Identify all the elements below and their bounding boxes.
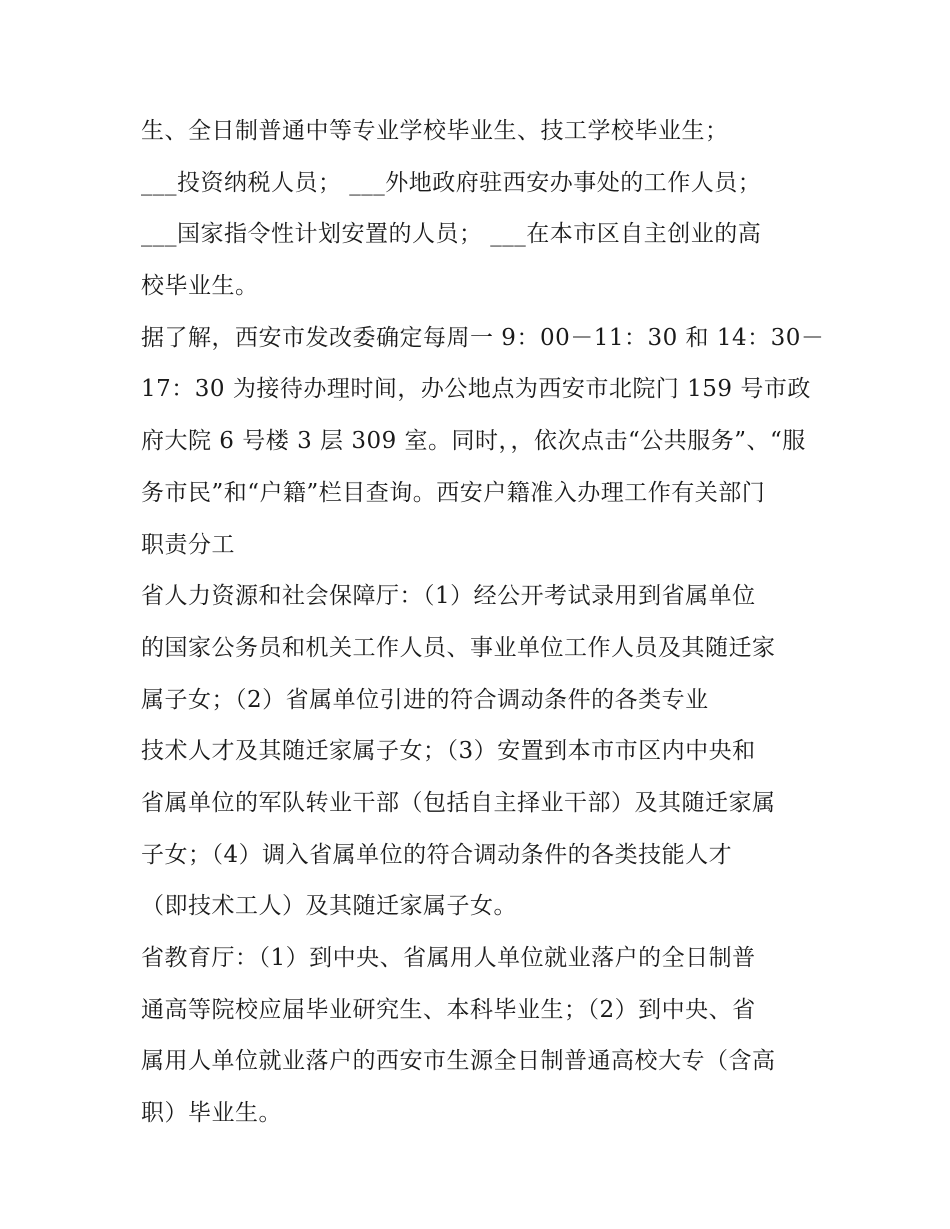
text-line: 省教育厅：（1）到中央、省属用人单位就业落户的全日制普 — [141, 945, 756, 971]
text-line: 17：30 为接待办理时间，办公地点为西安市北院门 159 号市政 — [141, 376, 811, 403]
text-line: 校毕业生。 — [141, 273, 259, 300]
text-line: ___投资纳税人员； ___外地政府驻西安办事处的工作人员； — [141, 169, 762, 196]
text-line: 的国家公务员和机关工作人员、事业单位工作人员及其随迁家 — [141, 634, 776, 661]
text-line: 属子女；（2）省属单位引进的符合调动条件的各类专业 — [141, 686, 709, 713]
text-line: 属用人单位就业落户的西安市生源全日制普通高校大专（含高 — [141, 1048, 776, 1075]
document-body — [141, 106, 831, 1140]
text-line: 府大院 6 号楼 3 层 309 室。同时，，依次点击“公共服务”、“服 — [141, 428, 806, 455]
text-line: 职责分工 — [141, 531, 235, 558]
text-line: 技术人才及其随迁家属子女；（3）安置到本市市区内中央和 — [141, 738, 756, 765]
text-line: 务市民”和“户籍”栏目查询。西安户籍准入办理工作有关部门 — [141, 479, 766, 506]
text-line: 通高等院校应届毕业研究生、本科毕业生；（2）到中央、省 — [141, 996, 756, 1023]
text-line: 据了解，西安市发改委确定每周一 9：00－11：30 和 14：30－ — [141, 324, 825, 351]
text-line: 省人力资源和社会保障厅：（1）经公开考试录用到省属单位 — [141, 583, 756, 610]
text-line: 职）毕业生。 — [141, 1100, 282, 1127]
text-line: 生、全日制普通中等专业学校毕业生、技工学校毕业生； — [141, 118, 729, 144]
text-line: 子女；（4）调入省属单位的符合调动条件的各类技能人才 — [141, 841, 733, 868]
text-line: 省属单位的军队转业干部（包括自主择业干部）及其随迁家属 — [141, 789, 776, 816]
text-line: （即技术工人）及其随迁家属子女。 — [141, 893, 517, 920]
text-line: ___国家指令性计划安置的人员； ___在本市区自主创业的高 — [141, 221, 762, 248]
